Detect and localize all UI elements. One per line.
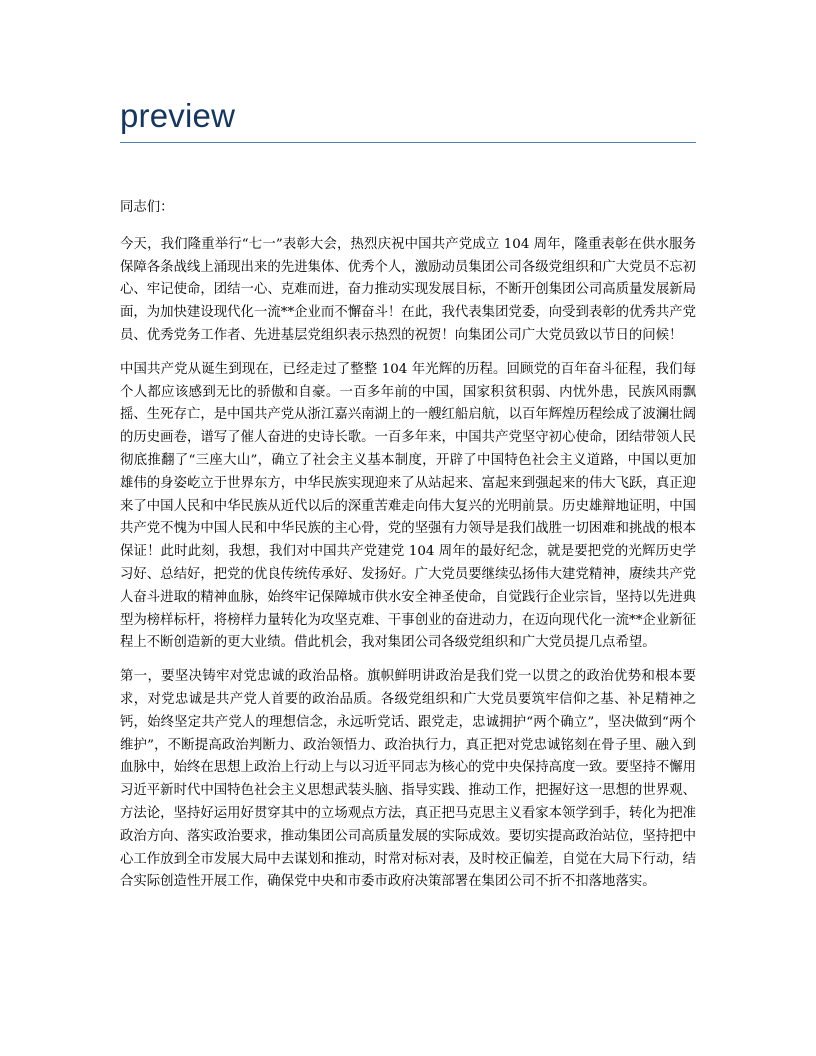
document-title: preview	[120, 97, 236, 134]
salutation: 同志们：	[120, 200, 174, 215]
paragraph-2: 中国共产党从诞生到现在，已经走过了整整 104 年光辉的历程。回顾党的百年奋斗征程，我们每个人都应该感到无比的骄傲和自豪。一百多年前的中国，国家积贫积弱、内忧外患，民族风雨飘摇、生死存亡，是中国共产党从浙江嘉兴南湖上的一艘红船启航，以百年辉煌历程绘成了波澜壮阔的历史画卷，谱写了催人奋进的史诗长歌。一百多年来，中国共产党坚守初心使命，团结带领人民彻底推翻了“三座大山”，确立了社会主义基本制度，开辟了中国特色社会主义道路，中国以更加雄伟的身姿屹立于世界东方，中华民族实现迎来了从站起来、富起来到强起来的伟大飞跃，真正迎来了中国人民和中华民族从近代以后的深重苦难走向伟大复兴的光明前景。历史雄辩地证明，中国共产党不愧为中国人民和中华民族的主心骨，党的坚强有力领导是我们战胜一切困难和挑战的根本保证！此时此刻，我想，我们对中国共产党建党 104 周年的最好纪念，就是要把党的光辉历史学习好、总结好，把党的优良传统传承好、发扬好。广大党员要继续弘扬伟大建党精神，赓续共产党人奋斗进取的精神血脉，始终牢记保障城市供水安全神圣使命，自觉践行企业宗旨，坚持以先进典型为榜样标杆，将榜样力量转化为攻坚克难、干事创业的奋进动力，在迈向现代化一流**企业新征程上不断创造新的更大业绩。借此机会，我对集团公司各级党组织和广大党员提几点希望。	[120, 361, 696, 651]
paragraph-3: 第一，要坚决铸牢对党忠诚的政治品格。旗帜鲜明讲政治是我们党一以贯之的政治优势和根本要求，对党忠诚是共产党人首要的政治品质。各级党组织和广大党员要筑牢信仰之基、补足精神之钙，始终坚定共产党人的理想信念，永远听党话、跟党走，忠诚拥护“两个确立”，坚决做到“两个维护”，不断提高政治判断力、政治领悟力、政治执行力，真正把对党忠诚铭刻在骨子里、融入到血脉中，始终在思想上政治上行动上与以习近平同志为核心的党中央保持高度一致。要坚持不懈用习近平新时代中国特色社会主义思想武装头脑、指导实践、推动工作，把握好这一思想的世界观、方法论，坚持好运用好贯穿其中的立场观点方法，真正把马克思主义看家本领学到手，转化为把准政治方向、落实政治要求，推动集团公司高质量发展的实际成效。要切实提高政治站位，坚持把中心工作放到全市发展大局中去谋划和推动，时常对标对表，及时校正偏差，自觉在大局下行动，结合实际创造性开展工作，确保党中央和市委市政府决策部署在集团公司不折不扣落地落实。	[120, 669, 696, 890]
title-divider	[120, 142, 696, 143]
paragraph-1: 今天，我们隆重举行“七一”表彰大会，热烈庆祝中国共产党成立 104 周年，隆重表彰在供水服务保障各条战线上涌现出来的先进集体、优秀个人，激励动员集团公司各级党组织和广大党员不忘初心、牢记使命，团结一心、克难而进，奋力推动实现发展目标，不断开创集团公司高质量发展新局面，为加快建设现代化一流**企业而不懈奋斗！在此，我代表集团党委，向受到表彰的优秀共产党员、优秀党务工作者、先进基层党组织表示热烈的祝贺！向集团公司广大党员致以节日的问候！	[120, 236, 696, 343]
document-body	[120, 197, 696, 905]
